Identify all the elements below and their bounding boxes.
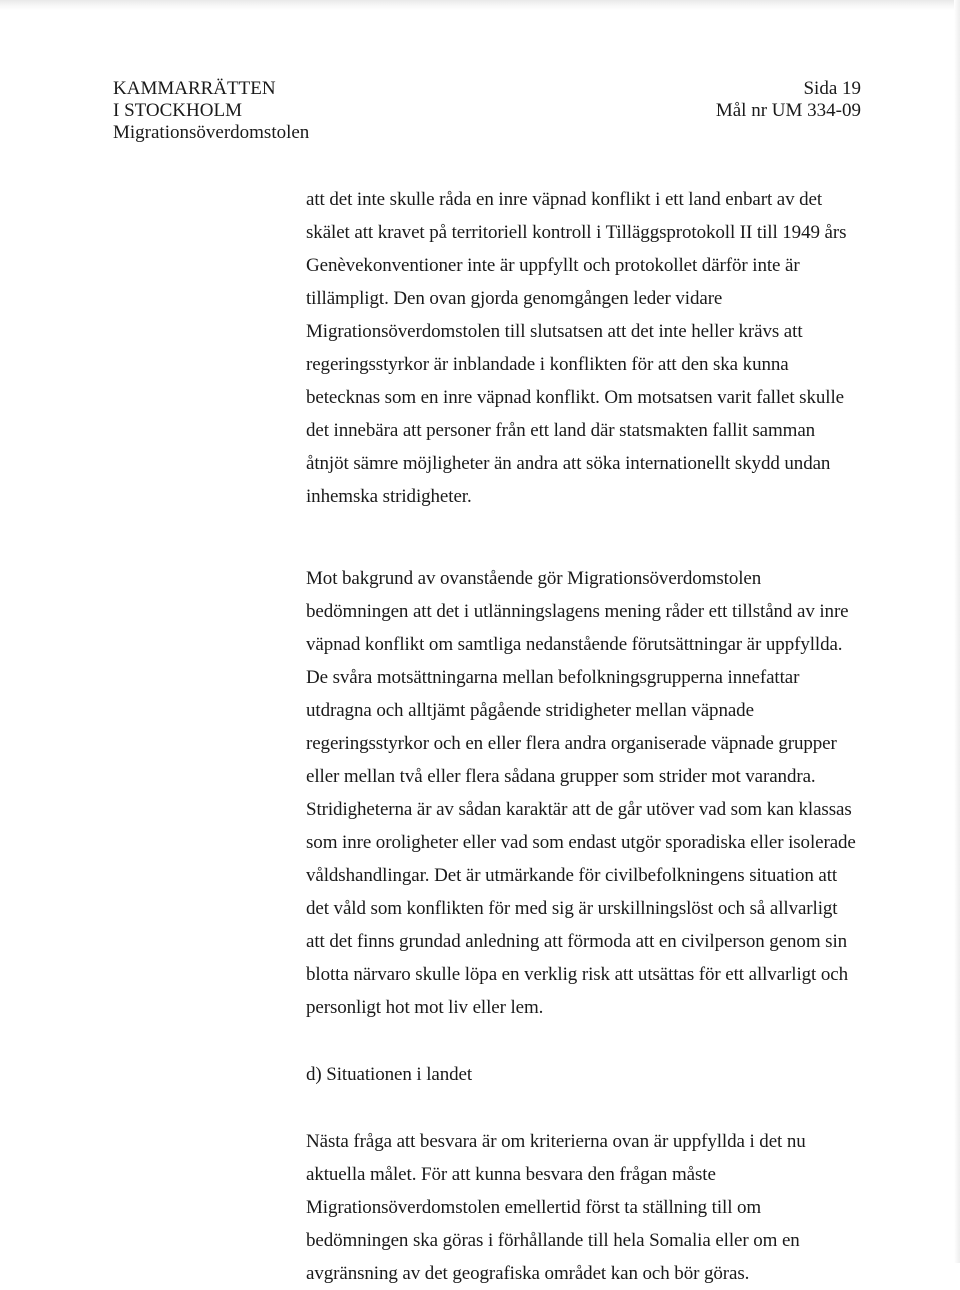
scan-edge-top xyxy=(0,0,960,10)
text-line: Stridigheterna är av sådan karaktär att de går utöver vad som kan klassas xyxy=(306,799,852,820)
text-line: betecknas som en inre väpnad konflikt. Om motsatsen varit fallet skulle xyxy=(306,387,844,408)
paragraph-3 xyxy=(306,1125,866,1290)
document-body xyxy=(306,183,866,1290)
text-line: regeringsstyrkor och en eller flera andra organiserade väpnade grupper xyxy=(306,733,837,754)
text-line: eller mellan två eller flera sådana grupper som strider mot varandra. xyxy=(306,766,816,787)
text-line: aktuella målet. För att kunna besvara den frågan måste xyxy=(306,1164,716,1185)
text-line: blotta närvaro skulle löpa en verklig risk att utsättas för ett allvarligt och xyxy=(306,964,848,985)
court-name-line2: I STOCKHOLM xyxy=(113,100,242,121)
court-name-line3: Migrationsöverdomstolen xyxy=(113,122,310,143)
text-line: utdragna och alltjämt pågående stridigheter mellan väpnade xyxy=(306,700,754,721)
text-line: Migrationsöverdomstolen emellertid först ta ställning till om xyxy=(306,1197,762,1218)
court-header xyxy=(113,78,309,144)
text-line: regeringsstyrkor är inblandade i konflikten för att den ska kunna xyxy=(306,354,789,375)
section-heading: d) Situationen i landet xyxy=(306,1064,473,1085)
court-name-line1: KAMMARRÄTTEN xyxy=(113,78,276,99)
text-line: inhemska stridigheter. xyxy=(306,486,472,507)
text-line: väpnad konflikt om samtliga nedanstående förutsättningar är uppfyllda. xyxy=(306,634,843,655)
text-line: åtnjöt sämre möjligheter än andra att söka internationellt skydd undan xyxy=(306,453,831,474)
case-number: Mål nr UM 334-09 xyxy=(715,100,861,121)
text-line: det innebära att personer från ett land där statsmakten fallit samman xyxy=(306,420,816,441)
page-info xyxy=(716,78,861,122)
paragraph-1 xyxy=(306,183,866,513)
text-line: Migrationsöverdomstolen till slutsatsen att det inte heller krävs att xyxy=(306,321,803,342)
page-number: Sida 19 xyxy=(803,78,861,99)
scan-edge-right xyxy=(954,0,960,1263)
text-line: bedömningen ska göras i förhållande till hela Somalia eller om en xyxy=(306,1230,800,1251)
text-line: att det finns grundad anledning att förmoda att en civilperson genom sin xyxy=(306,931,848,952)
text-line: bedömningen att det i utlänningslagens mening råder ett tillstånd av inre xyxy=(306,601,849,622)
text-line: våldshandlingar. Det är utmärkande för civilbefolkningens situation att xyxy=(306,865,838,886)
text-line: skälet att kravet på territoriell kontroll i Tilläggsprotokoll II till 1949 års xyxy=(306,222,847,243)
text-line: Mot bakgrund av ovanstående gör Migrationsöverdomstolen xyxy=(306,568,762,589)
text-line: Genèvekonventioner inte är uppfyllt och protokollet därför inte är xyxy=(306,255,800,276)
text-line: det våld som konflikten för med sig är urskillningslöst och så allvarligt xyxy=(306,898,838,919)
text-line: tillämpligt. Den ovan gjorda genomgången leder vidare xyxy=(306,288,723,309)
text-line: att det inte skulle råda en inre väpnad konflikt i ett land enbart av det xyxy=(306,189,823,210)
text-line: avgränsning av det geografiska området kan och bör göras. xyxy=(306,1263,750,1284)
text-line: personligt hot mot liv eller lem. xyxy=(306,997,544,1018)
paragraph-2 xyxy=(306,562,866,1024)
text-line: Nästa fråga att besvara är om kriterierna ovan är uppfyllda i det nu xyxy=(306,1131,806,1152)
text-line: De svåra motsättningarna mellan befolkningsgrupperna innefattar xyxy=(306,667,800,688)
text-line: som inre oroligheter eller vad som endast utgör sporadiska eller isolerade xyxy=(306,832,856,853)
